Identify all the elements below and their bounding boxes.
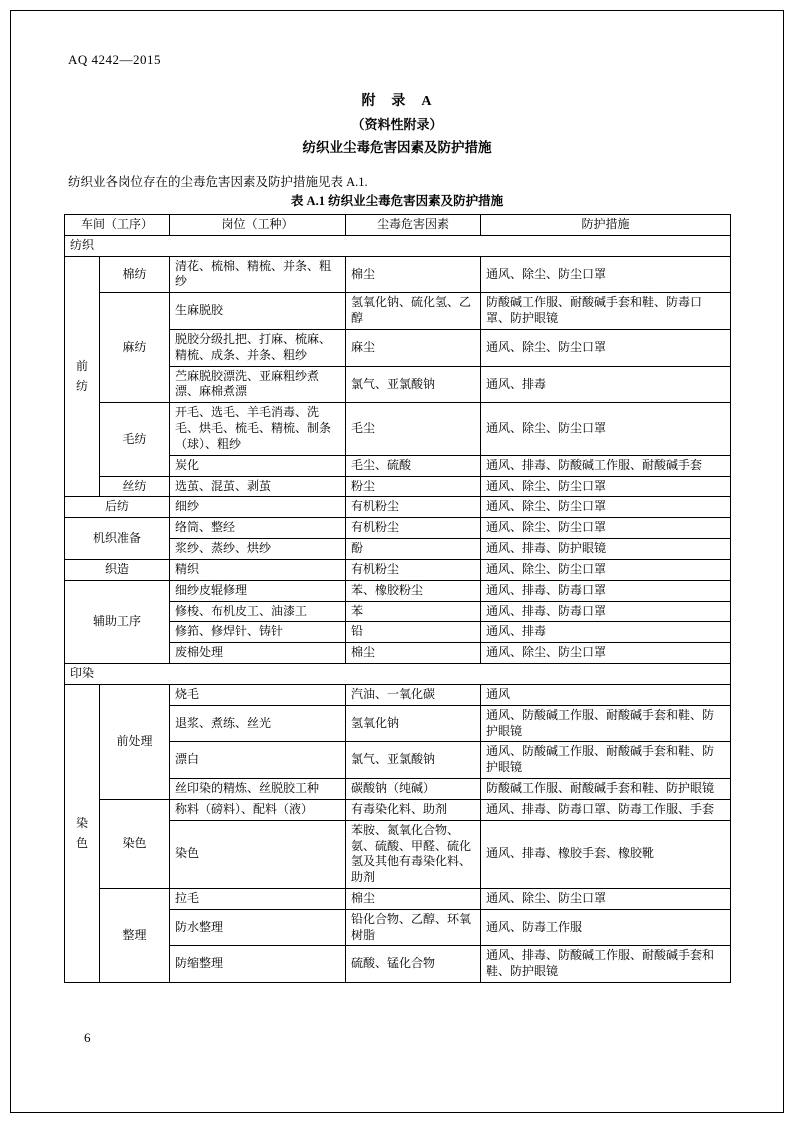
hazard-cell: 氢氧化钠 <box>346 705 481 742</box>
workshop-group-cell: 染 色 <box>65 684 100 982</box>
position-cell: 称料（磅料）、配料（液） <box>170 799 346 820</box>
column-header: 尘毒危害因素 <box>346 215 481 236</box>
protection-cell: 通风、排毒 <box>481 366 731 403</box>
column-header: 防护措施 <box>481 215 731 236</box>
table-row <box>65 518 731 539</box>
protection-cell: 通风、除尘、防尘口罩 <box>481 643 731 664</box>
workshop-cell: 毛纺 <box>100 403 170 476</box>
position-cell: 修筘、修焊针、铸针 <box>170 622 346 643</box>
protection-cell: 通风、除尘、防尘口罩 <box>481 256 731 293</box>
protection-cell: 通风、排毒、橡胶手套、橡胶靴 <box>481 820 731 888</box>
hazard-cell: 铅化合物、乙醇、环氧树脂 <box>346 909 481 946</box>
position-cell: 选茧、混茧、剥茧 <box>170 476 346 497</box>
position-cell: 修梭、布机皮工、油漆工 <box>170 601 346 622</box>
workshop-cell: 染色 <box>100 799 170 888</box>
position-cell: 开毛、选毛、羊毛消毒、洗毛、烘毛、梳毛、精梳、制条（球）、粗纱 <box>170 403 346 455</box>
protection-cell: 通风 <box>481 684 731 705</box>
hazard-cell: 苯、橡胶粉尘 <box>346 580 481 601</box>
protection-cell: 通风、防毒工作服 <box>481 909 731 946</box>
table-row <box>65 497 731 518</box>
position-cell: 烧毛 <box>170 684 346 705</box>
workshop-group-cell: 前 纺 <box>65 256 100 497</box>
protection-cell: 通风、排毒、防酸碱工作服、耐酸碱手套和鞋、防护眼镜 <box>481 946 731 983</box>
protection-cell: 通风、排毒、防毒口罩、防毒工作服、手套 <box>481 799 731 820</box>
hazard-cell: 有机粉尘 <box>346 559 481 580</box>
position-cell: 生麻脱胶 <box>170 293 346 330</box>
protection-cell: 通风、排毒、防毒口罩 <box>481 601 731 622</box>
table-row <box>65 664 731 685</box>
workshop-cell: 辅助工序 <box>65 580 170 663</box>
hazard-cell: 硫酸、锰化合物 <box>346 946 481 983</box>
column-header: 岗位（工种） <box>170 215 346 236</box>
doc-number: AQ 4242—2015 <box>68 52 162 67</box>
position-cell: 防水整理 <box>170 909 346 946</box>
hazard-cell: 有机粉尘 <box>346 518 481 539</box>
workshop-cell: 机织准备 <box>65 518 170 560</box>
protection-cell: 通风、排毒、防毒口罩 <box>481 580 731 601</box>
hazard-cell: 碳酸钠（纯碱） <box>346 779 481 800</box>
appendix-title: 附 录 A <box>361 94 433 109</box>
appendix-headings <box>0 90 794 156</box>
position-cell: 清花、梳棉、精梳、并条、粗纱 <box>170 256 346 293</box>
protection-cell: 通风、防酸碱工作服、耐酸碱手套和鞋、防护眼镜 <box>481 742 731 779</box>
hazard-cell: 粉尘 <box>346 476 481 497</box>
hazard-cell: 毛尘、硫酸 <box>346 455 481 476</box>
workshop-cell: 丝纺 <box>100 476 170 497</box>
position-cell: 浆纱、蒸纱、烘纱 <box>170 539 346 560</box>
workshop-cell: 织造 <box>65 559 170 580</box>
hazard-cell: 氢氧化钠、硫化氢、乙醇 <box>346 293 481 330</box>
protection-cell: 通风、除尘、防尘口罩 <box>481 518 731 539</box>
table-row <box>65 256 731 293</box>
position-cell: 漂白 <box>170 742 346 779</box>
section-label: 印染 <box>65 664 731 685</box>
section-label: 纺织 <box>65 235 731 256</box>
hazard-cell: 毛尘 <box>346 403 481 455</box>
hazard-cell: 氯气、亚氯酸钠 <box>346 742 481 779</box>
protection-cell: 通风、除尘、防尘口罩 <box>481 329 731 366</box>
appendix-heading: 纺织业尘毒危害因素及防护措施 <box>302 140 492 155</box>
protection-cell: 通风、防酸碱工作服、耐酸碱手套和鞋、防护眼镜 <box>481 705 731 742</box>
page-number: 6 <box>84 1030 91 1045</box>
position-cell: 拉毛 <box>170 888 346 909</box>
hazard-cell: 苯胺、氮氧化合物、氨、硫酸、甲醛、硫化氢及其他有毒染化料、助剂 <box>346 820 481 888</box>
protection-cell: 防酸碱工作服、耐酸碱手套和鞋、防毒口罩、防护眼镜 <box>481 293 731 330</box>
table-row <box>65 684 731 705</box>
hazard-cell: 氯气、亚氯酸钠 <box>346 366 481 403</box>
hazard-cell: 苯 <box>346 601 481 622</box>
protection-cell: 通风、排毒 <box>481 622 731 643</box>
position-cell: 细纱皮辊修理 <box>170 580 346 601</box>
hazard-cell: 铅 <box>346 622 481 643</box>
table-row <box>65 403 731 455</box>
position-cell: 染色 <box>170 820 346 888</box>
position-cell: 废棉处理 <box>170 643 346 664</box>
protection-cell: 通风、除尘、防尘口罩 <box>481 476 731 497</box>
hazard-cell: 棉尘 <box>346 888 481 909</box>
hazard-table <box>64 214 731 983</box>
protection-cell: 通风、排毒、防酸碱工作服、耐酸碱手套 <box>481 455 731 476</box>
table-caption: 表 A.1 纺织业尘毒危害因素及防护措施 <box>290 194 504 208</box>
protection-cell: 通风、除尘、防尘口罩 <box>481 559 731 580</box>
hazard-cell: 麻尘 <box>346 329 481 366</box>
workshop-cell: 后纺 <box>65 497 170 518</box>
hazard-cell: 有机粉尘 <box>346 497 481 518</box>
protection-cell: 通风、除尘、防尘口罩 <box>481 888 731 909</box>
hazard-cell: 汽油、一氧化碳 <box>346 684 481 705</box>
position-cell: 苎麻脱胶漂洗、亚麻粗纱煮漂、麻棉煮漂 <box>170 366 346 403</box>
table-row <box>65 799 731 820</box>
position-cell: 炭化 <box>170 455 346 476</box>
appendix-subtitle: （资料性附录） <box>351 117 443 132</box>
hazard-cell: 酚 <box>346 539 481 560</box>
position-cell: 细纱 <box>170 497 346 518</box>
table-row <box>65 235 731 256</box>
protection-cell: 通风、除尘、防尘口罩 <box>481 403 731 455</box>
table-row <box>65 559 731 580</box>
position-cell: 脱胶分级扎把、打麻、梳麻、精梳、成条、并条、粗纱 <box>170 329 346 366</box>
table-row <box>65 293 731 330</box>
hazard-cell: 棉尘 <box>346 256 481 293</box>
column-header: 车间（工序） <box>65 215 170 236</box>
workshop-cell: 麻纺 <box>100 293 170 403</box>
position-cell: 络筒、整经 <box>170 518 346 539</box>
hazard-cell: 有毒染化料、助剂 <box>346 799 481 820</box>
table-row <box>65 476 731 497</box>
table-row <box>65 215 731 236</box>
protection-cell: 防酸碱工作服、耐酸碱手套和鞋、防护眼镜 <box>481 779 731 800</box>
protection-cell: 通风、除尘、防尘口罩 <box>481 497 731 518</box>
hazard-cell: 棉尘 <box>346 643 481 664</box>
protection-cell: 通风、排毒、防护眼镜 <box>481 539 731 560</box>
position-cell: 退浆、煮练、丝光 <box>170 705 346 742</box>
table-row <box>65 580 731 601</box>
workshop-cell: 棉纺 <box>100 256 170 293</box>
workshop-cell: 前处理 <box>100 684 170 799</box>
table-row <box>65 888 731 909</box>
position-cell: 防缩整理 <box>170 946 346 983</box>
intro-paragraph: 纺织业各岗位存在的尘毒危害因素及防护措施见表 A.1. <box>68 175 368 189</box>
position-cell: 精织 <box>170 559 346 580</box>
workshop-cell: 整理 <box>100 888 170 982</box>
position-cell: 丝印染的精炼、丝脱胶工种 <box>170 779 346 800</box>
